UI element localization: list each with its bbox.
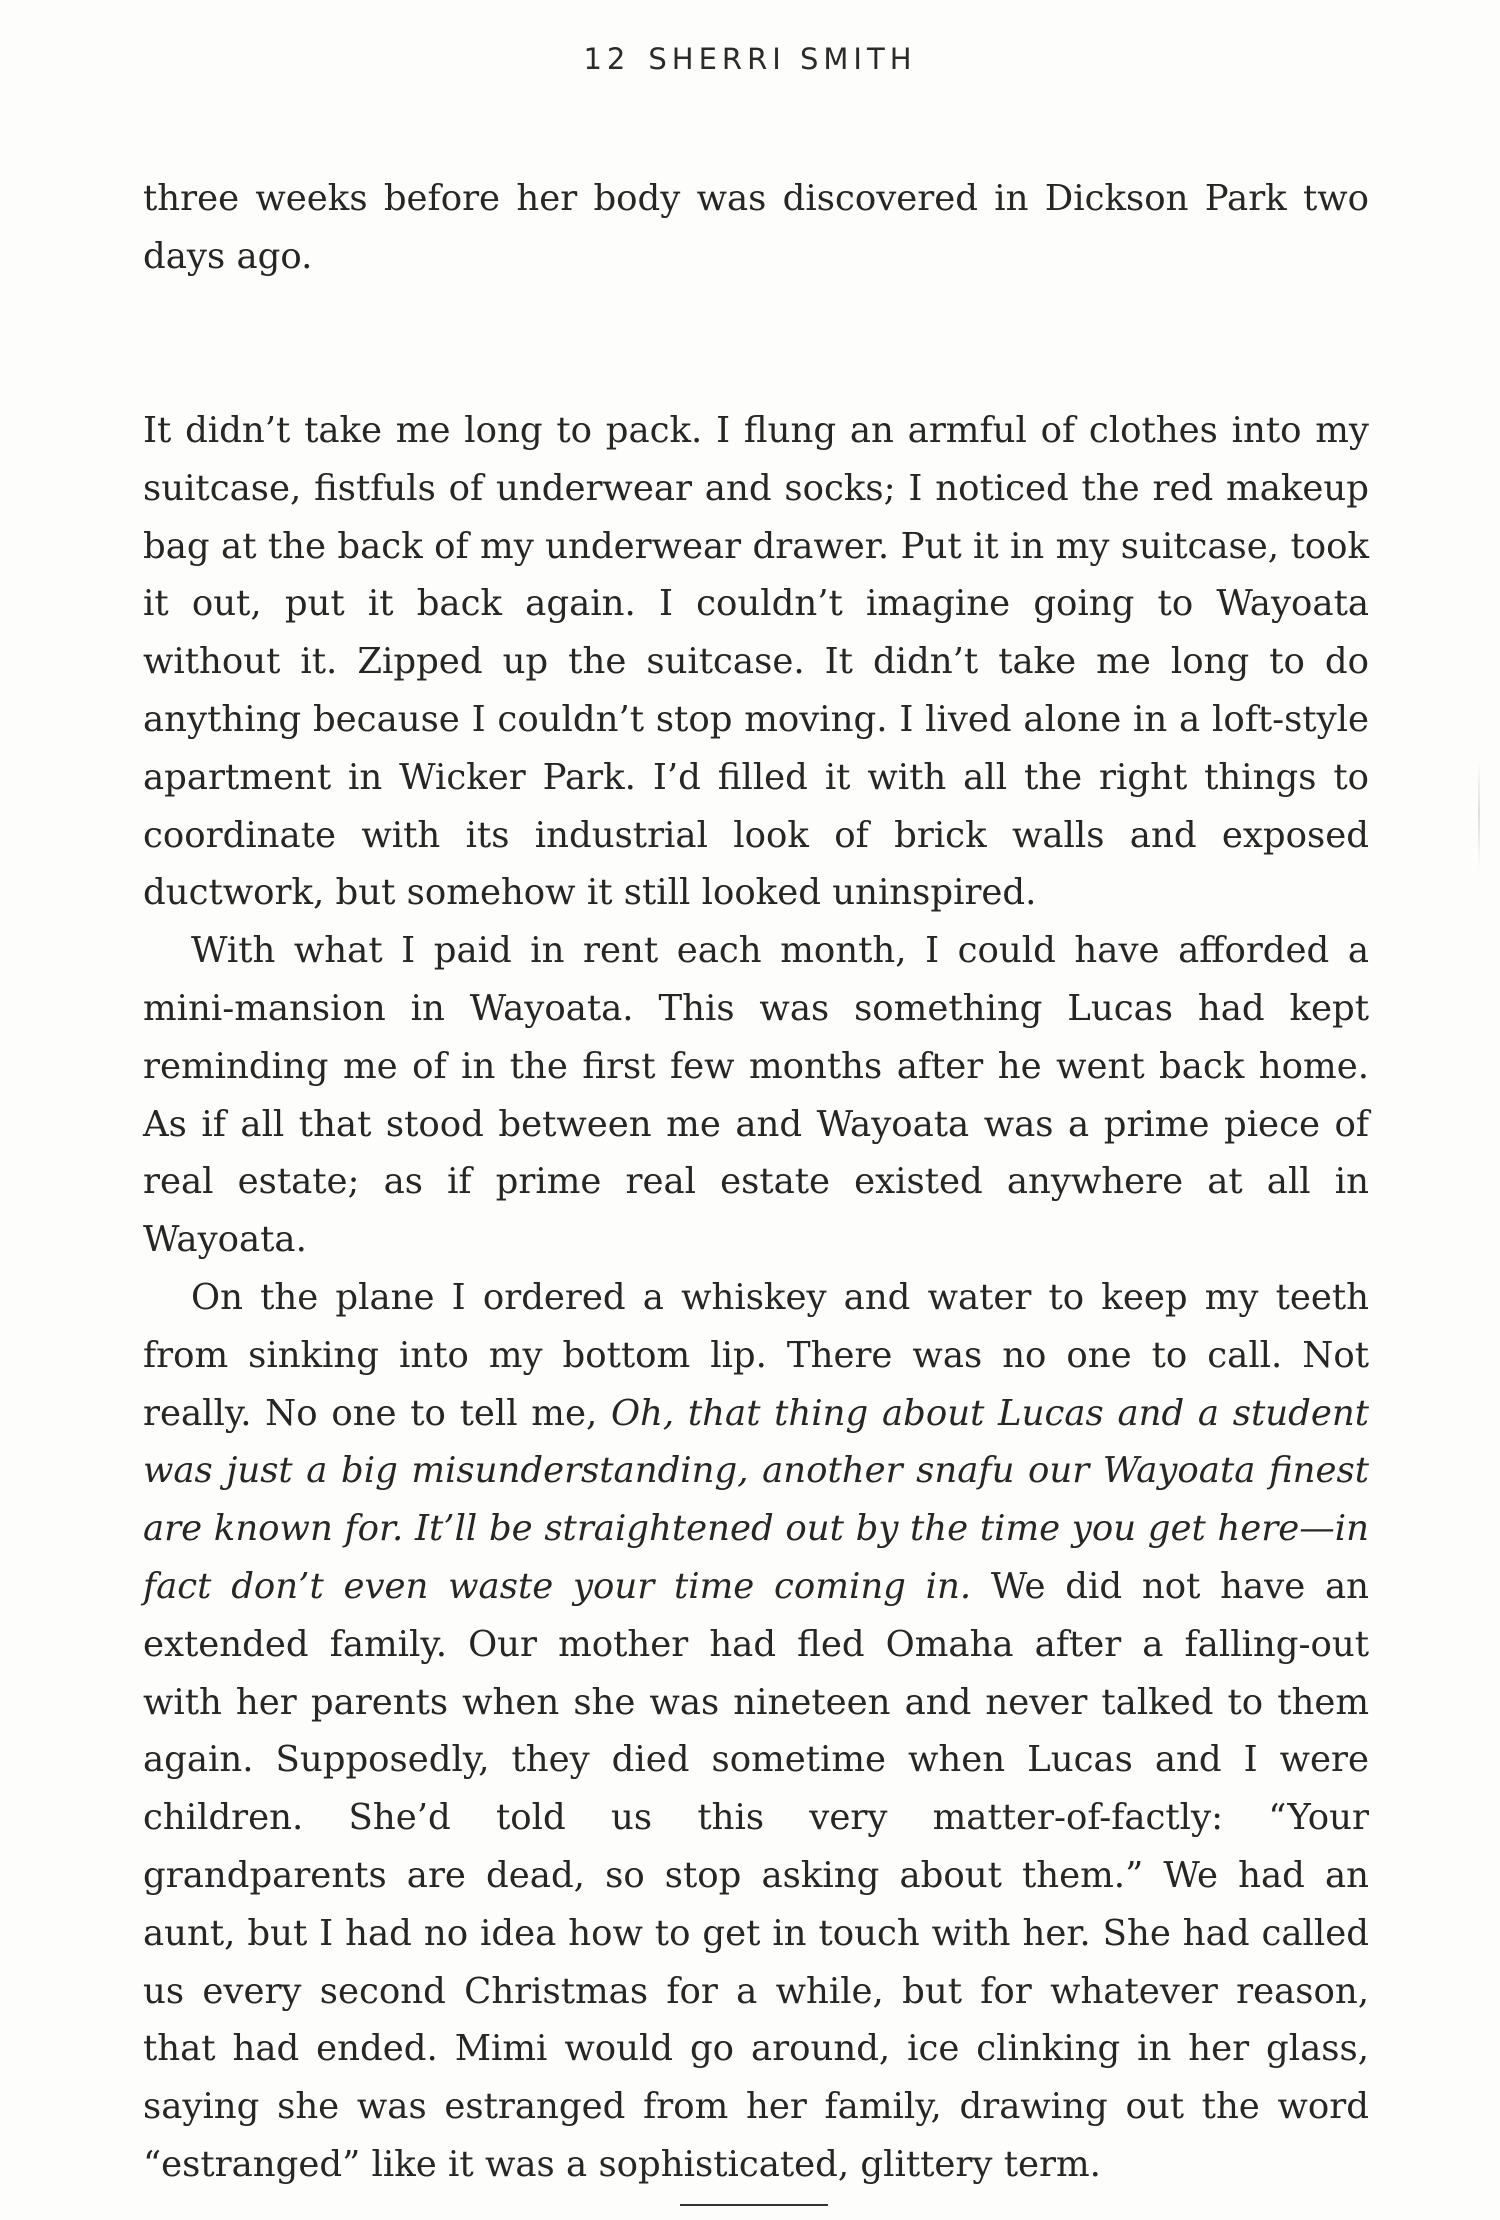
paragraph-section-start: It didn’t take me long to pack. I flung an armful of clothes into my suitcase, fistfuls of underwear and socks; I noticed the red makeup bag at the back of my underwear drawer. Put it in my suitcase, took it out, put it back again. I couldn’t imagine going to Wayoata without it. Zipped up the suitcase. It didn’t take me long to do anything because I couldn’t stop moving. I lived alone in a loft-style apartment in Wicker Park. I’d filled it with all the right things to coordinate with its industrial look of brick walls and exposed ductwork, but somehow it still looked uninspired. [143, 410, 1369, 914]
paragraph-plane [143, 1269, 1369, 2194]
paragraph-plane-italic: Oh, that thing about Lucas and a student was just a big misunderstanding, another snafu our Wayoata finest are known for. It’ll be straightened out by the time you get here—in fact don’t even waste your time coming in. [143, 1392, 1369, 1607]
section-divider [680, 2204, 828, 2206]
paragraph-plane-text-2: We did not have an extended family. Our mother had fled Omaha after a falling-out with her parents when she was nineteen and never talked to them again. Supposedly, they died sometime when Lucas and I were children. She’d told us this very matter-of-factly: “Your grandparents are dead, so stop asking about them.” We had an aunt, but I had no idea how to get in touch with her. She had called us every second Christmas for a while, but for whatever reason, that had ended. Mimi would go around, ice clinking in her glass, saying she was estranged from her family, drawing out the word “estranged” like it was a sophisticated, glittery term. [143, 1565, 1369, 2185]
continued-paragraph [143, 170, 1369, 286]
section-text [143, 402, 1369, 2194]
scan-artifact [1478, 760, 1480, 870]
paragraph-rent: With what I paid in rent each month, I could have afforded a mini-mansion in Wayoata. This was something Lucas had kept reminding me of in the first few months after he went back home. As if all that stood between me and Wayoata was a prime piece of real estate; as if prime real estate existed anywhere at all in Wayoata. [143, 930, 1369, 1261]
page-number: 12 [583, 42, 631, 76]
paragraph-continuation: three weeks before her body was discovered in Dickson Park two days ago. [143, 178, 1369, 277]
paragraph-plane-text-1: On the plane I ordered a whiskey and water to keep my teeth from sinking into my bottom lip. There was no one to call. Not really. No one to tell me, [143, 1276, 1369, 1434]
author-name: SHERRI SMITH [648, 42, 917, 76]
running-head [0, 42, 1500, 76]
